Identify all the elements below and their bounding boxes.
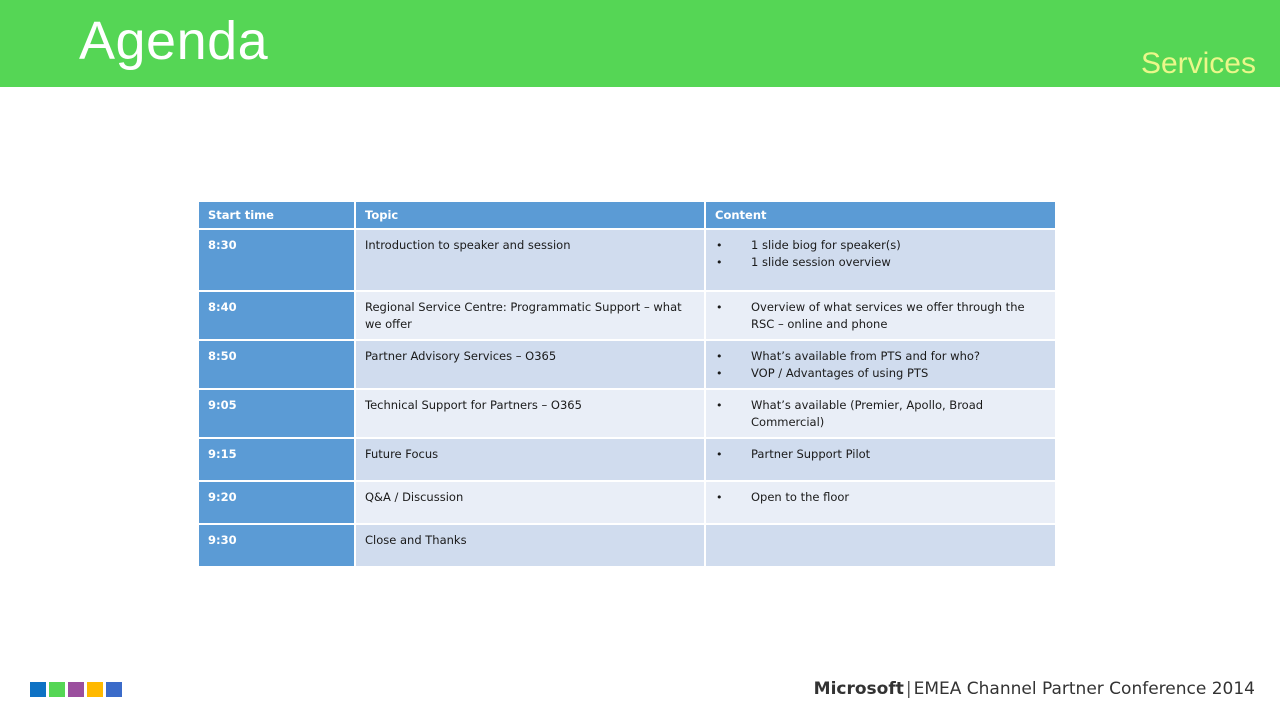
bullet-text: 1 slide session overview [751, 255, 891, 269]
header-content: Content [705, 202, 1055, 229]
content-bullet-list [715, 237, 1046, 271]
cell-content [705, 389, 1055, 438]
slide-title: Agenda [79, 11, 269, 71]
cell-start-time: 9:15 [199, 438, 355, 481]
table-row [199, 438, 1055, 481]
content-bullet-item [715, 446, 1046, 463]
content-bullet-list [715, 446, 1046, 463]
cell-topic: Introduction to speaker and session [355, 229, 705, 291]
footer-separator: | [905, 679, 912, 699]
bullet-text: Partner Support Pilot [751, 447, 871, 461]
cell-content [705, 481, 1055, 524]
bullet-icon: • [716, 491, 723, 504]
bullet-icon: • [716, 367, 723, 380]
content-bullet-list [715, 348, 1046, 382]
bullet-icon: • [716, 301, 723, 314]
content-bullet-item [715, 254, 1046, 271]
bullet-text: Open to the floor [751, 490, 850, 504]
bullet-icon: • [716, 448, 723, 461]
footer-square-icon [87, 682, 103, 697]
table-row [199, 340, 1055, 389]
content-bullet-item [715, 299, 1046, 333]
footer-square-icon [30, 682, 46, 697]
bullet-icon: • [716, 239, 723, 252]
content-bullet-item [715, 237, 1046, 254]
content-bullet-list [715, 397, 1046, 431]
bullet-icon: • [716, 256, 723, 269]
cell-topic: Partner Advisory Services – O365 [355, 340, 705, 389]
cell-content [705, 524, 1055, 567]
footer-square-icon [68, 682, 84, 697]
header-topic: Topic [355, 202, 705, 229]
bullet-icon: • [716, 350, 723, 363]
footer-brand: Microsoft [813, 679, 904, 699]
content-bullet-item [715, 365, 1046, 382]
cell-start-time: 9:20 [199, 481, 355, 524]
table-row [199, 229, 1055, 291]
table-row [199, 291, 1055, 340]
content-bullet-list [715, 299, 1046, 333]
cell-start-time: 9:30 [199, 524, 355, 567]
bullet-icon: • [716, 399, 723, 412]
content-bullet-item [715, 397, 1046, 431]
cell-start-time: 8:40 [199, 291, 355, 340]
footer-text [814, 677, 1255, 701]
bullet-text: VOP / Advantages of using PTS [751, 366, 929, 380]
content-bullet-list [715, 489, 1046, 506]
agenda-body [199, 229, 1055, 567]
cell-topic: Regional Service Centre: Programmatic Support – what we offer [355, 291, 705, 340]
cell-topic: Technical Support for Partners – O365 [355, 389, 705, 438]
table-row [199, 389, 1055, 438]
bullet-text: What’s available from PTS and for who? [751, 349, 981, 363]
footer-event: EMEA Channel Partner Conference 2014 [913, 679, 1255, 699]
cell-topic: Close and Thanks [355, 524, 705, 567]
content-bullet-item [715, 489, 1046, 506]
footer-square-icon [106, 682, 122, 697]
header-start-time: Start time [199, 202, 355, 229]
cell-topic: Future Focus [355, 438, 705, 481]
cell-topic: Q&A / Discussion [355, 481, 705, 524]
agenda-table [199, 202, 1055, 568]
cell-content [705, 340, 1055, 389]
bullet-text: 1 slide biog for speaker(s) [751, 238, 901, 252]
table-header-row [199, 202, 1055, 229]
footer-square-icon [49, 682, 65, 697]
table-row [199, 524, 1055, 567]
slide-category: Services [1140, 47, 1256, 80]
bullet-text: Overview of what services we offer through the RSC – online and phone [751, 300, 1025, 331]
cell-start-time: 8:30 [199, 229, 355, 291]
cell-start-time: 8:50 [199, 340, 355, 389]
cell-start-time: 9:05 [199, 389, 355, 438]
cell-content [705, 438, 1055, 481]
cell-content [705, 291, 1055, 340]
table-row [199, 481, 1055, 524]
cell-content [705, 229, 1055, 291]
bullet-text: What’s available (Premier, Apollo, Broad Commercial) [751, 398, 984, 429]
content-bullet-item [715, 348, 1046, 365]
